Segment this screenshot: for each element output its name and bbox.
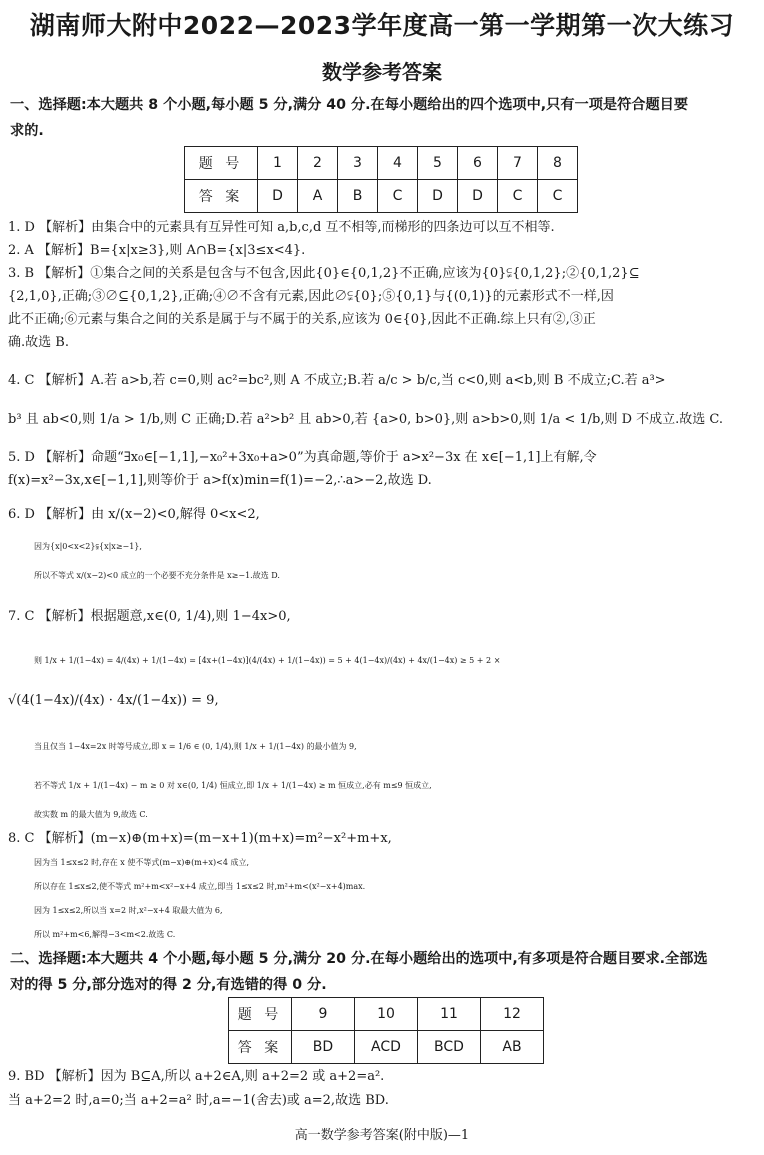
section1-header-line1: 一、选择题:本大题共 8 个小题,每小题 5 分,满分 40 分.在每小题给出的四个选项中,只有一项是符合题目要 (10, 97, 689, 113)
solution-line: 确.故选 B. (8, 335, 69, 350)
solution-line: b³ 且 ab<0,则 1/a > 1/b,则 C 正确;D.若 a²>b² 且 ab>0,若 {a>0, b>0},则 a>b>0,则 1/a < 1/b,则 D 不成立.故选 C. (8, 412, 724, 427)
table-cell: 9 (292, 998, 355, 1031)
solution-line: 因为 1≤x≤2,所以当 x=2 时,x²−x+4 取最大值为 6, (34, 906, 223, 915)
solution-line: 此不正确;⑥元素与集合之间的关系是属于与不属于的关系,应该为 0∈{0},因此不正确.综上只有②,③正 (8, 312, 596, 327)
table-cell: 6 (458, 147, 498, 180)
table-cell: 7 (498, 147, 538, 180)
table-cell: 11 (418, 998, 481, 1031)
solution-line: 9. BD 【解析】因为 B⊆A,所以 a+2∈A,则 a+2=2 或 a+2=a². (8, 1069, 385, 1084)
solution-line: 3. B 【解析】①集合之间的关系是包含与不包含,因此{0}∈{0,1,2}不正确,应该为{0}⫋{0,1,2};②{0,1,2}⊆ (8, 266, 640, 281)
solution-line: 7. C 【解析】根据题意,x∈(0, 1/4),则 1−4x>0, (8, 609, 291, 624)
table-row-answers (185, 180, 578, 213)
solution-line: {2,1,0},正确;③∅⊆{0,1,2},正确;④∅不含有元素,因此∅⫋{0};⑤{0,1}与{(0,1)}的元素形式不一样,因 (8, 289, 614, 304)
solution-line: 所以存在 1≤x≤2,使不等式 m²+m<x²−x+4 成立,即当 1≤x≤2 时,m²+m<(x²−x+4)max. (34, 882, 366, 891)
table-cell: AB (481, 1031, 544, 1064)
row-label-answer: 答 案 (229, 1031, 292, 1064)
table-cell: C (538, 180, 578, 213)
table-cell: ACD (355, 1031, 418, 1064)
table-cell: D (418, 180, 458, 213)
table-cell: A (298, 180, 338, 213)
section1-header-line2: 求的. (10, 123, 44, 139)
solution-line: 故实数 m 的最大值为 9,故选 C. (34, 810, 148, 819)
solution-line: 1. D 【解析】由集合中的元素具有互异性可知 a,b,c,d 互不相等,而梯形的四条边可以互不相等. (8, 220, 555, 235)
table-row-numbers (185, 147, 578, 180)
table-cell: 12 (481, 998, 544, 1031)
row-label-number: 题 号 (229, 998, 292, 1031)
section1-header (10, 92, 754, 144)
solution-line: 6. D 【解析】由 x/(x−2)<0,解得 0<x<2, (8, 507, 260, 522)
solution-line: 5. D 【解析】命题“∃x₀∈[−1,1],−x₀²+3x₀+a>0”为真命题,等价于 a>x²−3x 在 x∈[−1,1]上有解,令 (8, 450, 597, 465)
section2-header (10, 946, 754, 998)
table-cell: 2 (298, 147, 338, 180)
table-cell: 5 (418, 147, 458, 180)
table-cell: 8 (538, 147, 578, 180)
table-cell: C (378, 180, 418, 213)
solution-line: 因为当 1≤x≤2 时,存在 x 使不等式(m−x)⊕(m+x)<4 成立, (34, 858, 249, 867)
section2-header-line1: 二、选择题:本大题共 4 个小题,每小题 5 分,满分 20 分.在每小题给出的选项中,有多项是符合题目要求.全部选 (10, 951, 708, 967)
table-cell: D (258, 180, 298, 213)
solution-line: 当 a+2=2 时,a=0;当 a+2=a² 时,a=−1(舍去)或 a=2,故选 BD. (8, 1093, 389, 1108)
solution-line: 所以不等式 x/(x−2)<0 成立的一个必要不充分条件是 x≥−1.故选 D. (34, 571, 280, 580)
solution-line: 2. A 【解析】B={x|x≥3},则 A∩B={x|3≤x<4}. (8, 243, 306, 258)
answer-table-2 (228, 997, 544, 1064)
solution-line: f(x)=x²−3x,x∈[−1,1],则等价于 a>f(x)min=f(1)=−2,∴a>−2,故选 D. (8, 473, 432, 488)
table-cell: 3 (338, 147, 378, 180)
solution-line: 则 1/x + 1/(1−4x) = 4/(4x) + 1/(1−4x) = [4x+(1−4x)](4/(4x) + 1/(1−4x)) = 5 + 4(1−4x)/(4x) + 4x/(1−4x) ≥ 5 + 2 × (34, 656, 501, 665)
solution-line: 所以 m²+m<6,解得−3<m<2.故选 C. (34, 930, 176, 939)
table-row-answers (229, 1031, 544, 1064)
page-title: 湖南师大附中2022—2023学年度高一第一学期第一次大练习 (29, 11, 735, 40)
solution-line: 因为{x|0<x<2}⫋{x|x≥−1}, (34, 542, 142, 551)
row-label-number: 题 号 (185, 147, 258, 180)
table-row-numbers (229, 998, 544, 1031)
solution-line: √(4(1−4x)/(4x) · 4x/(1−4x)) = 9, (8, 693, 219, 708)
table-cell: C (498, 180, 538, 213)
table-cell: 1 (258, 147, 298, 180)
page-footer: 高一数学参考答案(附中版)—1 (294, 1128, 470, 1143)
table-cell: D (458, 180, 498, 213)
solution-line: 若不等式 1/x + 1/(1−4x) − m ≥ 0 对 x∈(0, 1/4) 恒成立,即 1/x + 1/(1−4x) ≥ m 恒成立,必有 m≤9 恒成立, (34, 781, 432, 790)
table-cell: BD (292, 1031, 355, 1064)
section2-header-line2: 对的得 5 分,部分选对的得 2 分,有选错的得 0 分. (10, 977, 327, 993)
table-cell: 10 (355, 998, 418, 1031)
table-cell: BCD (418, 1031, 481, 1064)
answer-table-1 (184, 146, 578, 213)
solution-line: 4. C 【解析】A.若 a>b,若 c=0,则 ac²=bc²,则 A 不成立;B.若 a/c > b/c,当 c<0,则 a<b,则 B 不成立;C.若 a³> (8, 373, 666, 388)
solution-line: 8. C 【解析】(m−x)⊕(m+x)=(m−x+1)(m+x)=m²−x²+m+x, (8, 831, 392, 846)
table-cell: B (338, 180, 378, 213)
table-cell: 4 (378, 147, 418, 180)
page-subtitle: 数学参考答案 (322, 60, 442, 84)
solution-line: 当且仅当 1−4x=2x 时等号成立,即 x = 1/6 ∈ (0, 1/4),则 1/x + 1/(1−4x) 的最小值为 9, (34, 742, 357, 751)
row-label-answer: 答 案 (185, 180, 258, 213)
